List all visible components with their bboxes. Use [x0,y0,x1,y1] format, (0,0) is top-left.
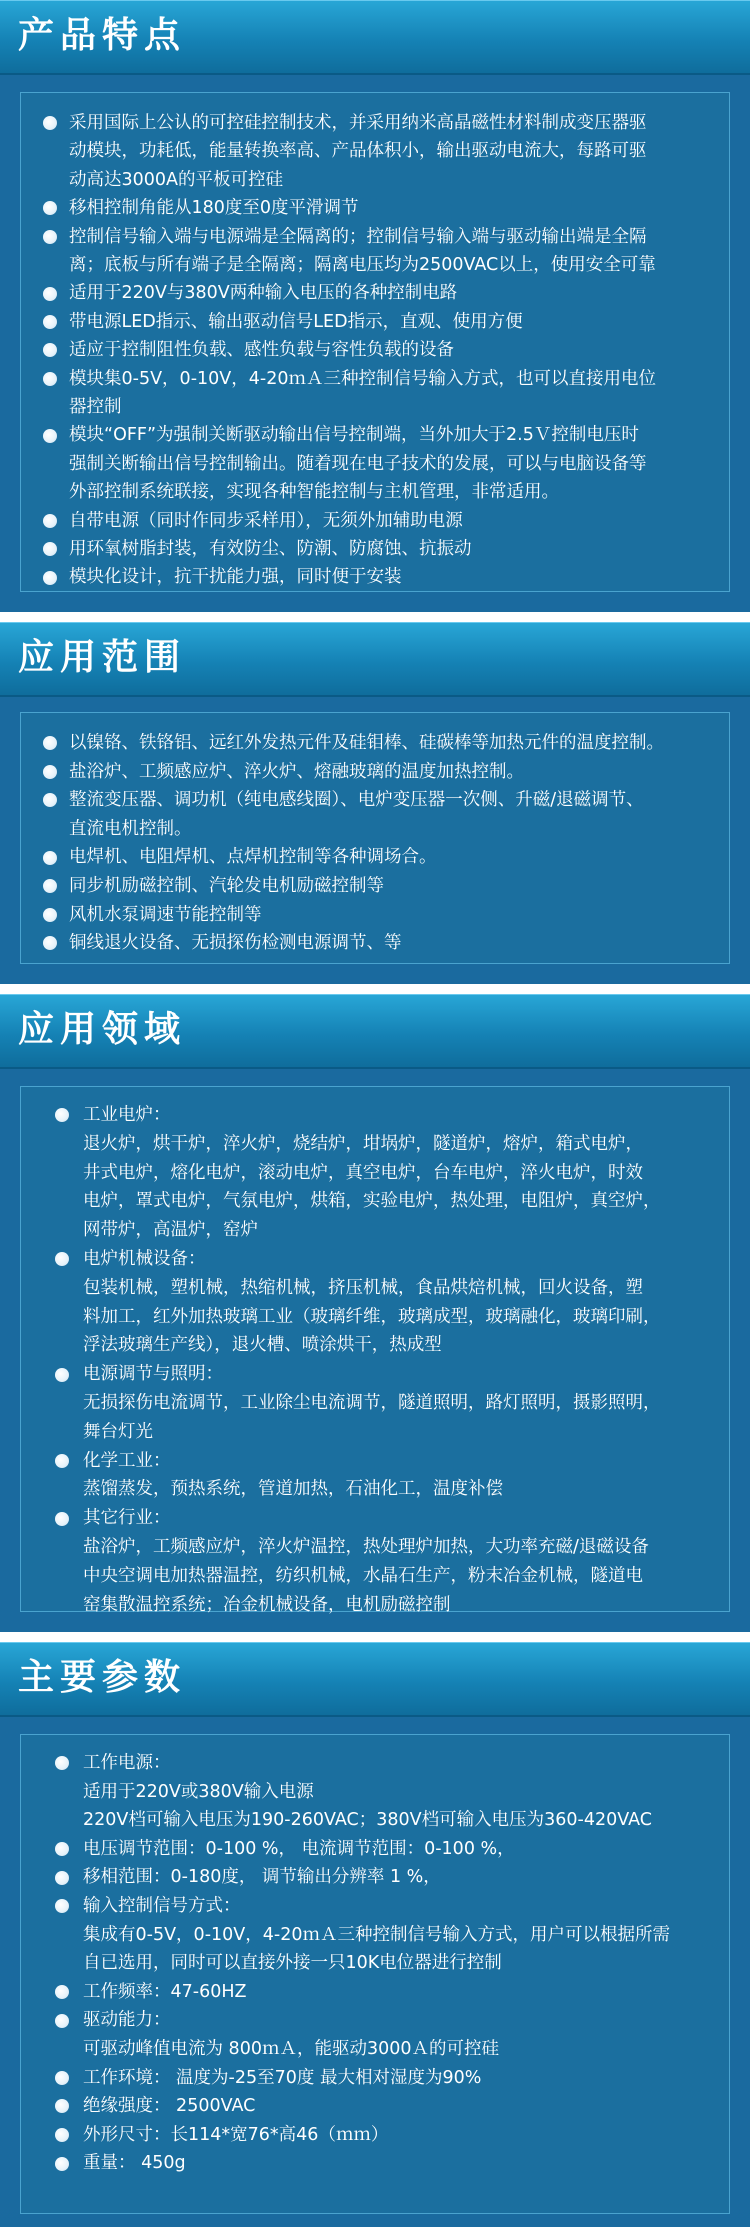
scope-section [0,622,750,984]
item-text: 模块集0-5V，0-10V，4-20ｍＡ三种控制信号输入方式，也可以直接用电位 [69,368,656,389]
item-text-continued: 适用于220V或380V输入电源 [83,1781,314,1802]
item-text-continued: 退火炉，烘干炉，淬火炉，烧结炉，坩埚炉，隧道炉，熔炉，箱式电炉， [83,1133,643,1154]
item-text: 盐浴炉、工频感应炉、淬火炉、熔融玻璃的温度加热控制。 [69,761,524,782]
item-text: 外形尺寸：长114*宽76*高46（ｍｍ） [83,2124,389,2145]
bullet-icon [55,1871,69,1885]
bullet-icon [55,1454,69,1468]
bullet-icon [55,2014,69,2028]
fields-title: 应用领域 [18,1009,187,1050]
scope-header [0,622,750,697]
item-text: 自带电源（同时作同步采样用），无须外加辅助电源 [69,510,463,531]
list-item [21,535,729,563]
bullet-icon [43,765,57,779]
fields-section [0,994,750,1632]
item-text: 控制信号输入端与电源端是全隔离的；控制信号输入端与驱动输出端是全隔 [69,226,647,247]
bullet-icon [55,2128,69,2142]
item-text: 工作环境： 温度为-25至70度 最大相对湿度为90% [83,2067,482,2088]
item-text: 模块化设计，抗干扰能力强，同时便于安装 [69,567,402,588]
list-item [21,843,729,872]
item-text: 工作频率：47-60HZ [83,1981,247,2002]
params-title: 主要参数 [18,1657,187,1698]
item-text: 铜线退火设备、无损探伤检测电源调节、等 [69,933,402,954]
list-item [21,2064,729,2093]
item-text: 电源调节与照明： [83,1364,223,1385]
item-text: 模块“OFF”为强制关断驱动输出信号控制端，当外加大于2.5Ｖ控制电压时 [69,425,639,446]
bullet-icon [43,936,57,950]
item-text: 电压调节范围：0-100 %， 电流调节范围：0-100 %， [83,1838,515,1859]
item-text: 适用于220V与380V两种输入电压的各种控制电路 [69,283,458,304]
item-text: 适应于控制阻性负载、感性负载与容性负载的设备 [69,340,454,361]
list-item [21,872,729,901]
bullet-icon [55,2071,69,2085]
list-item [21,223,729,280]
item-text-continued: 无损探伤电流调节，工业除尘电流调节，隧道照明，路灯照明，摄影照明， [83,1392,661,1413]
bullet-icon [55,1899,69,1913]
list-item [21,2006,729,2063]
bullet-icon [43,429,57,443]
list-item [21,1749,729,1835]
item-text-continued: 可驱动峰值电流为 800ｍＡ，能驱动3000Ａ的可控硅 [83,2038,499,2059]
item-text-continued: 料加工，红外加热玻璃工业（玻璃纤维，玻璃成型，玻璃融化，玻璃印刷， [83,1306,661,1327]
bullet-icon [43,514,57,528]
bullet-icon [43,372,57,386]
item-text-continued: 包装机械，塑机械，热缩机械，挤压机械，食品烘焙机械，回火设备，塑 [83,1277,643,1298]
fields-header [0,994,750,1069]
item-text-continued: 井式电炉，熔化电炉，滚动电炉，真空电炉，台车电炉，淬火电炉，时效 [83,1162,643,1183]
item-text-continued: 中央空调电加热器温控，纺织机械，水晶石生产，粉末冶金机械，隧道电 [83,1565,643,1586]
item-text-continued: 器控制 [69,396,122,417]
bullet-icon [43,851,57,865]
list-item [21,1360,729,1446]
item-text: 其它行业： [83,1508,171,1529]
list-item [21,758,729,787]
item-text-continued: 强制关断输出信号控制输出。随着现在电子技术的发展，可以与电脑设备等 [69,453,647,474]
list-item [21,729,729,758]
bullet-icon [55,1512,69,1526]
item-text-continued: 窑集散温控系统；冶金机械设备，电机励磁控制 [83,1594,451,1615]
scope-title: 应用范围 [18,637,187,678]
item-text: 用环氧树脂封装，有效防尘、防潮、防腐蚀、抗振动 [69,539,472,559]
item-text: 绝缘强度： 2500VAC [83,2096,256,2117]
item-text-continued: 自已选用，同时可以直接外接一只10K电位器进行控制 [83,1953,502,1974]
item-text: 工作电源： [83,1753,171,1773]
params-section [0,1642,750,2227]
list-item [21,365,729,422]
item-text: 输入控制信号方式： [83,1896,241,1916]
item-text-continued: 离；底板与所有端子是全隔离；隔离电压均为2500VAC以上，使用安全可靠 [69,254,656,275]
item-text-continued: 浮法玻璃生产线），退火槽、喷涂烘干，热成型 [83,1335,442,1356]
list-item [21,1245,729,1360]
params-panel [20,1734,730,2214]
fields-panel [20,1086,730,1615]
item-text-continued: 动模块，功耗低，能量转换率高、产品体积小，输出驱动电流大，每路可驱 [69,141,647,162]
features-panel [20,92,730,592]
bullet-icon [43,571,57,585]
bullet-icon [43,793,57,807]
item-text-continued: 外部控制系统联接，实现各种智能控制与主机管理，非常适用。 [69,482,559,503]
list-item [21,421,729,506]
item-text: 电焊机、电阻焊机、点焊机控制等各种调场合。 [69,847,437,868]
item-text-continued: 220V档可输入电压为190-260VAC；380V档可输入电压为360-420VAC [83,1810,652,1831]
item-text: 采用国际上公认的可控硅控制技术，并采用纳米高晶磁性材料制成变压器驱 [69,113,647,133]
list-item [21,109,729,194]
list-item [21,336,729,364]
bullet-icon [55,2157,69,2171]
list-item [21,507,729,535]
list-item [21,1892,729,1978]
list-item [21,901,729,930]
bullet-icon [43,230,57,244]
item-text: 整流变压器、调功机（纯电感线圈）、电炉变压器一次侧、升磁/退磁调节、 [69,790,644,811]
list-item [21,1863,729,1892]
item-text: 以镍铬、铁铬铝、远红外发热元件及硅钼棒、硅碳棒等加热元件的温度控制。 [69,733,664,753]
item-text: 移相范围：0-180度， 调节输出分辨率 1 %， [83,1867,441,1888]
bullet-icon [43,287,57,301]
list-item [21,1447,729,1505]
features-section [0,0,750,612]
item-text: 电炉机械设备： [83,1249,206,1269]
list-item [21,1101,729,1245]
bullet-icon [55,1252,69,1266]
features-title: 产品特点 [18,15,187,56]
list-item [21,2121,729,2150]
list-item [21,2149,729,2178]
bullet-icon [43,908,57,922]
bullet-icon [43,116,57,130]
features-header [0,0,750,75]
item-text: 移相控制角能从180度至0度平滑调节 [69,198,359,219]
item-text-continued: 蒸馏蒸发，预热系统，管道加热，石油化工，温度补偿 [83,1479,503,1500]
bullet-icon [55,1368,69,1382]
item-text-continued: 动高达3000A的平板可控硅 [69,169,284,190]
params-header [0,1642,750,1717]
item-text: 驱动能力： [83,2010,171,2031]
item-text: 工业电炉： [83,1105,171,1125]
item-text-continued: 网带炉，高温炉，窑炉 [83,1220,258,1241]
item-text: 同步机励磁控制、汽轮发电机励磁控制等 [69,876,384,896]
list-item [21,1835,729,1864]
bullet-icon [43,201,57,215]
item-text: 化学工业： [83,1450,171,1471]
bullet-icon [55,2099,69,2113]
list-item [21,929,729,958]
item-text-continued: 集成有0-5V，0-10V，4-20ｍＡ三种控制信号输入方式，用户可以根据所需 [83,1924,670,1945]
item-text: 重量： 450g [83,2153,186,2174]
item-text-continued: 直流电机控制。 [69,818,192,839]
list-item [21,563,729,591]
list-item [21,786,729,843]
bullet-icon [55,1756,69,1770]
list-item [21,194,729,222]
bullet-icon [43,542,57,556]
item-text-continued: 盐浴炉，工频感应炉，淬火炉温控，热处理炉加热，大功率充磁/退磁设备 [83,1536,649,1557]
bullet-icon [43,315,57,329]
list-item [21,1504,729,1619]
bullet-icon [55,1985,69,1999]
bullet-icon [43,879,57,893]
item-text-continued: 电炉，罩式电炉，气氛电炉，烘箱，实验电炉，热处理，电阻炉，真空炉， [83,1191,661,1212]
list-item [21,308,729,336]
list-item [21,279,729,307]
bullet-icon [55,1842,69,1856]
item-text: 带电源LED指示、输出驱动信号LED指示，直观、使用方便 [69,311,523,332]
bullet-icon [43,736,57,750]
list-item [21,2092,729,2121]
bullet-icon [55,1108,69,1122]
scope-panel [20,712,730,964]
bullet-icon [43,343,57,357]
item-text-continued: 舞台灯光 [83,1421,153,1442]
list-item [21,1978,729,2007]
item-text: 风机水泵调速节能控制等 [69,904,262,925]
